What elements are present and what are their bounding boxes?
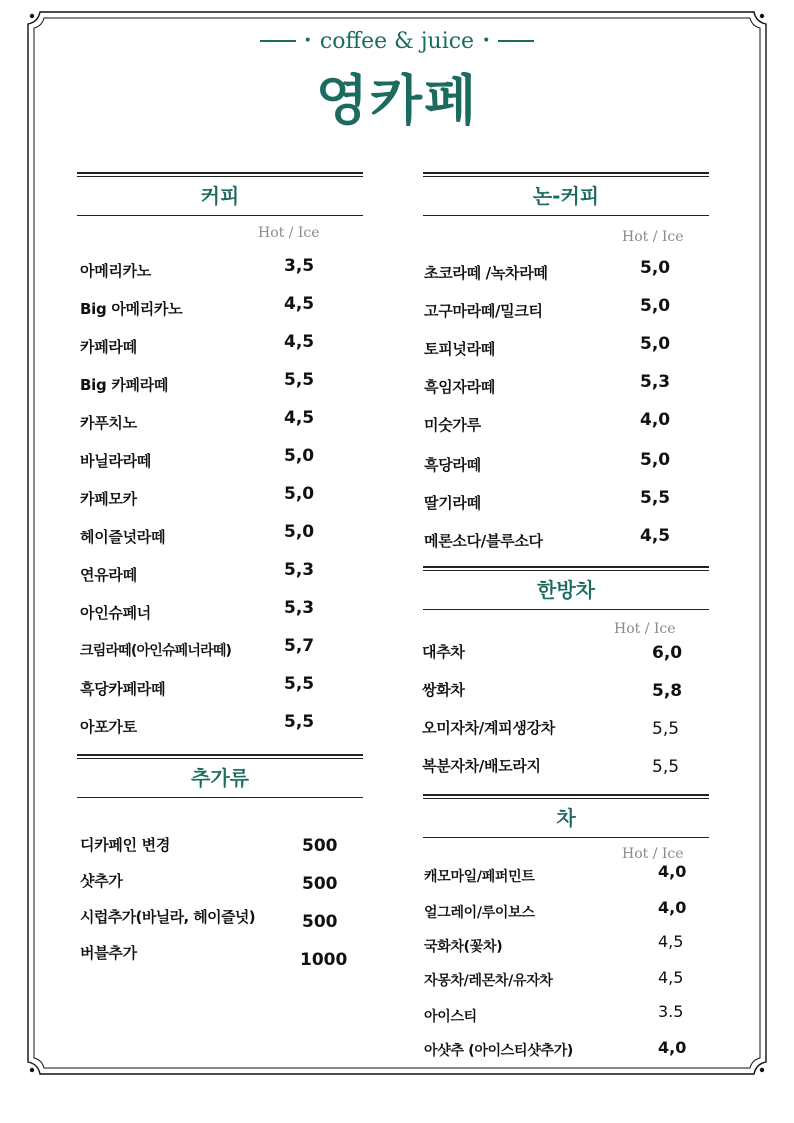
non-coffee-item-name: 토피넛라떼 bbox=[424, 340, 495, 358]
non-coffee-item-price: 5,0 bbox=[640, 334, 671, 354]
non-coffee-item-price: 4,5 bbox=[640, 526, 671, 546]
hot-ice-label-herbal-tea: Hot / Ice bbox=[614, 621, 676, 637]
subtitle-text: coffee & juice bbox=[319, 28, 475, 54]
subtitle-row bbox=[0, 26, 794, 56]
tea-item-price: 4,0 bbox=[658, 862, 687, 881]
extras-item-price: 500 bbox=[302, 836, 338, 856]
coffee-item-name: 아메리카노 bbox=[80, 262, 151, 280]
hot-ice-label-tea: Hot / Ice bbox=[622, 846, 684, 862]
extras-item-price: 500 bbox=[302, 874, 338, 894]
non-coffee-item-name: 메론소다/블루소다 bbox=[424, 532, 543, 550]
section-title-extras: 추가류 bbox=[191, 766, 249, 790]
non-coffee-item-name: 초코라떼 /녹차라떼 bbox=[424, 264, 548, 282]
herbal-tea-item-price: 5,8 bbox=[652, 681, 683, 701]
coffee-item-name: Big 카페라떼 bbox=[80, 376, 169, 394]
section-header-herbal-tea bbox=[423, 566, 709, 610]
herbal-tea-item-price: 5,5 bbox=[652, 757, 680, 777]
non-coffee-item-price: 4,0 bbox=[640, 410, 671, 430]
tea-item-price: 3.5 bbox=[658, 1002, 684, 1021]
non-coffee-item-name: 흑임자라떼 bbox=[424, 378, 495, 396]
coffee-item-price: 4,5 bbox=[284, 408, 315, 428]
section-header-coffee bbox=[77, 172, 363, 216]
coffee-item-price: 5,5 bbox=[284, 674, 315, 694]
tea-item-name: 국화차(꽃차) bbox=[424, 939, 503, 955]
coffee-item-name: 크림라떼(아인슈페너라떼) bbox=[80, 643, 232, 659]
tea-item-price: 4,5 bbox=[658, 968, 684, 987]
coffee-item-price: 5,0 bbox=[284, 484, 315, 504]
coffee-item-price: 5,5 bbox=[284, 712, 315, 732]
coffee-item-name: 카페라떼 bbox=[80, 338, 137, 356]
non-coffee-item-name: 딸기라떼 bbox=[424, 494, 481, 512]
section-title-non-coffee: 논-커피 bbox=[532, 184, 600, 208]
coffee-item-name: Big 아메리카노 bbox=[80, 300, 183, 318]
herbal-tea-item-name: 쌍화차 bbox=[422, 681, 465, 699]
herbal-tea-item-name: 오미자차/계피생강차 bbox=[422, 719, 555, 737]
extras-item-price: 500 bbox=[302, 912, 338, 932]
non-coffee-item-name: 미숫가루 bbox=[424, 416, 481, 434]
extras-item-name: 샷추가 bbox=[80, 872, 123, 890]
hot-ice-label-coffee: Hot / Ice bbox=[258, 225, 320, 241]
coffee-item-price: 5,0 bbox=[284, 446, 315, 466]
coffee-item-price: 5,0 bbox=[284, 522, 315, 542]
coffee-item-name: 헤이즐넛라떼 bbox=[80, 528, 166, 546]
subtitle-right-dot: • bbox=[482, 33, 491, 49]
tea-item-name: 아샷추 (아이스티샷추가) bbox=[424, 1043, 574, 1059]
section-header-tea bbox=[423, 794, 709, 838]
extras-item-name: 시럽추가(바닐라, 헤이즐넛) bbox=[80, 908, 256, 926]
cafe-title: 영카페 bbox=[315, 69, 479, 132]
coffee-item-price: 5,7 bbox=[284, 636, 315, 656]
tea-item-name: 자몽차/레몬차/유자차 bbox=[424, 973, 553, 989]
tea-item-name: 아이스티 bbox=[424, 1009, 477, 1025]
coffee-item-price: 4,5 bbox=[284, 332, 315, 352]
coffee-item-price: 3,5 bbox=[284, 256, 315, 276]
menu-header bbox=[0, 26, 794, 135]
section-title-herbal-tea: 한방차 bbox=[537, 578, 595, 602]
non-coffee-item-name: 흑당라떼 bbox=[424, 456, 481, 474]
extras-item-price: 1000 bbox=[300, 950, 348, 970]
coffee-item-name: 아인슈페너 bbox=[80, 604, 151, 622]
herbal-tea-item-price: 5,5 bbox=[652, 719, 680, 739]
coffee-item-name: 연유라떼 bbox=[80, 566, 137, 584]
tea-item-price: 4,5 bbox=[658, 932, 684, 951]
herbal-tea-item-name: 대추차 bbox=[422, 643, 465, 661]
tea-item-price: 4,0 bbox=[658, 898, 687, 917]
coffee-item-price: 4,5 bbox=[284, 294, 315, 314]
hot-ice-label-non-coffee: Hot / Ice bbox=[622, 229, 684, 245]
extras-item-name: 디카페인 변경 bbox=[80, 836, 171, 854]
coffee-item-name: 흑당카페라떼 bbox=[80, 680, 166, 698]
subtitle-left-line bbox=[260, 40, 296, 42]
subtitle-left-dot: • bbox=[303, 33, 312, 49]
non-coffee-item-price: 5,0 bbox=[640, 296, 671, 316]
coffee-item-price: 5,5 bbox=[284, 370, 315, 390]
herbal-tea-item-price: 6,0 bbox=[652, 643, 683, 663]
coffee-item-name: 카페모카 bbox=[80, 490, 137, 508]
non-coffee-item-price: 5,0 bbox=[640, 450, 671, 470]
non-coffee-item-price: 5,5 bbox=[640, 488, 671, 508]
coffee-item-name: 아포가토 bbox=[80, 718, 137, 736]
coffee-item-name: 카푸치노 bbox=[80, 414, 137, 432]
section-header-extras bbox=[77, 754, 363, 798]
non-coffee-item-name: 고구마라떼/밀크티 bbox=[424, 302, 543, 320]
extras-item-name: 버블추가 bbox=[80, 944, 137, 962]
coffee-item-name: 바닐라라떼 bbox=[80, 452, 151, 470]
section-title-coffee: 커피 bbox=[200, 184, 240, 208]
coffee-item-price: 5,3 bbox=[284, 598, 315, 618]
section-title-tea: 차 bbox=[556, 806, 576, 830]
herbal-tea-item-name: 복분자차/배도라지 bbox=[422, 757, 541, 775]
non-coffee-item-price: 5,3 bbox=[640, 372, 671, 392]
tea-item-name: 얼그레이/루이보스 bbox=[424, 905, 535, 921]
tea-item-name: 캐모마일/페퍼민트 bbox=[424, 869, 535, 885]
subtitle-right-line bbox=[498, 40, 534, 42]
section-header-non-coffee bbox=[423, 172, 709, 216]
tea-item-price: 4,0 bbox=[658, 1038, 687, 1057]
non-coffee-item-price: 5,0 bbox=[640, 258, 671, 278]
coffee-item-price: 5,3 bbox=[284, 560, 315, 580]
